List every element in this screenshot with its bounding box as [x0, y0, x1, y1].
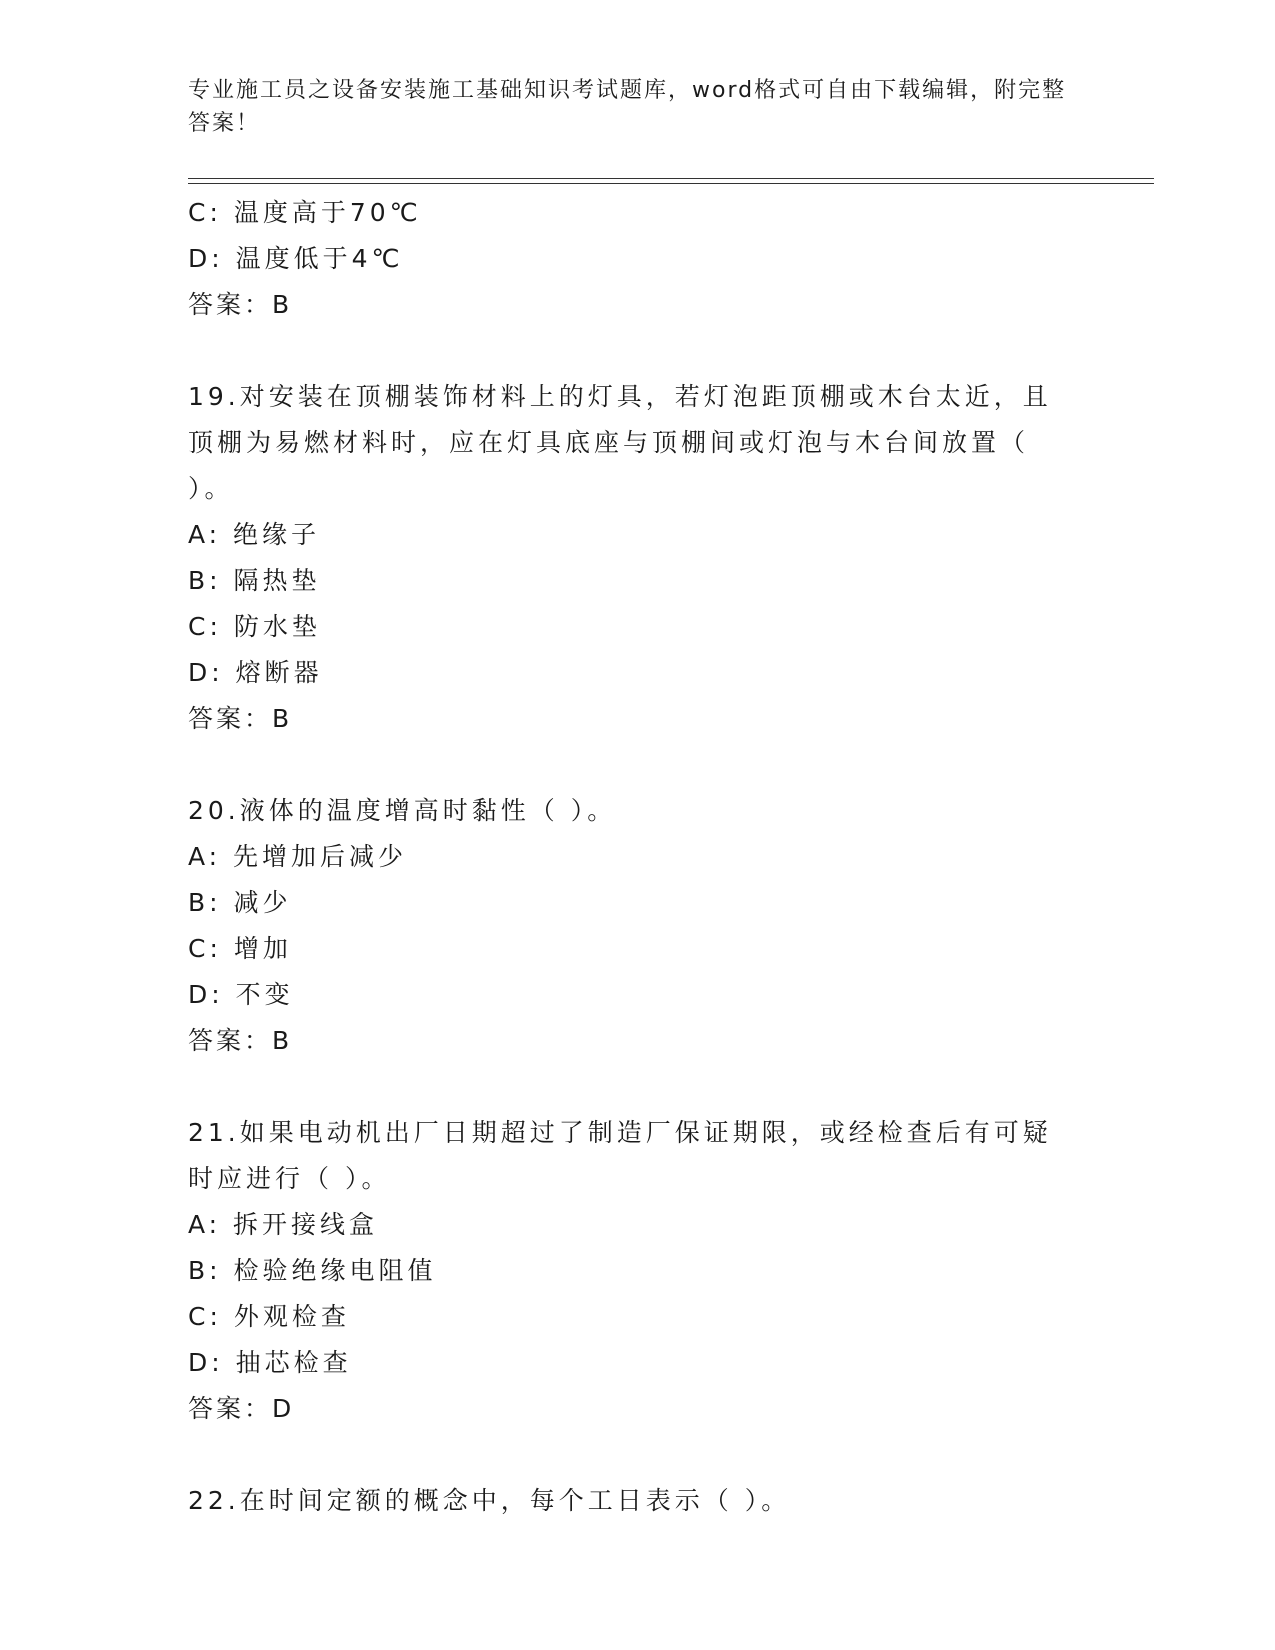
option-b: B: 隔热垫: [188, 566, 321, 595]
option-b: B: 减少: [188, 888, 292, 917]
header-divider: [188, 178, 1154, 184]
question-20: [188, 788, 1108, 1064]
option-a: A: 拆开接线盒: [188, 1210, 379, 1239]
option-c: C: 外观检查: [188, 1302, 350, 1331]
option-b: B: 检验绝缘电阻值: [188, 1256, 437, 1285]
option-c: C: 防水垫: [188, 612, 321, 641]
question-text: 21.如果电动机出厂日期超过了制造厂保证期限，或经检查后有可疑时应进行（ ）。: [188, 1118, 1052, 1193]
page-header: 专业施工员之设备安装施工基础知识考试题库，word格式可自由下载编辑，附完整答案！: [188, 78, 1067, 136]
option-a: A: 先增加后减少: [188, 842, 408, 871]
document-page: [188, 0, 1158, 1650]
question-text: 22.在时间定额的概念中，每个工日表示（ ）。: [188, 1486, 791, 1515]
question-list: [188, 190, 1108, 1524]
spacer: [188, 328, 1108, 374]
option-c: C: 增加: [188, 934, 292, 963]
option-d: D: 熔断器: [188, 658, 323, 687]
question-text: 20.液体的温度增高时黏性（ ）。: [188, 796, 617, 825]
option-c: C: 温度高于70℃: [188, 198, 422, 227]
spacer: [188, 742, 1108, 788]
question-19: [188, 374, 1108, 742]
question-21: [188, 1110, 1108, 1432]
option-d: D: 不变: [188, 980, 294, 1009]
option-d: D: 抽芯检查: [188, 1348, 352, 1377]
option-a: A: 绝缘子: [188, 520, 321, 549]
spacer: [188, 1432, 1108, 1478]
answer: 答案：B: [188, 1026, 293, 1055]
answer: 答案：B: [188, 290, 293, 319]
question-text: 19.对安装在顶棚装饰材料上的灯具，若灯泡距顶棚或木台太近，且顶棚为易燃材料时，应在灯具底座与顶棚间或灯泡与木台间放置（ ）。: [188, 382, 1052, 503]
spacer: [188, 1064, 1108, 1110]
answer: 答案：B: [188, 704, 293, 733]
question-18-continuation: [188, 190, 1108, 328]
question-22: [188, 1478, 1108, 1524]
option-d: D: 温度低于4℃: [188, 244, 404, 273]
answer: 答案：D: [188, 1394, 295, 1423]
